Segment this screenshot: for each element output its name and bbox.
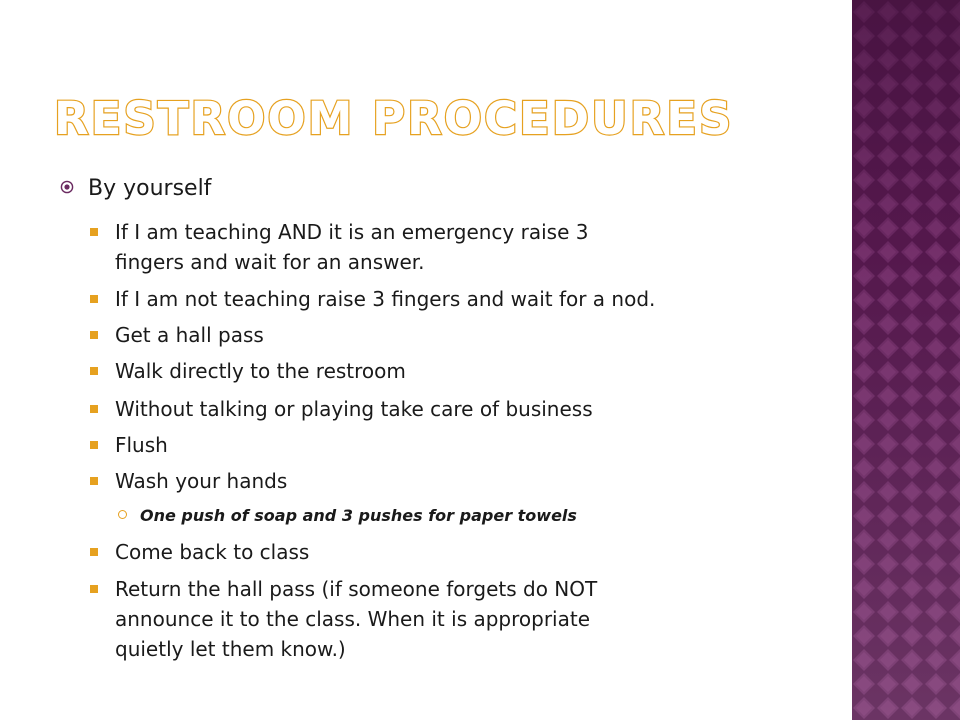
heading-text: By yourself — [88, 176, 212, 201]
step-text: Get a hall pass — [115, 323, 264, 347]
slide-title: RESTROOM PROCEDURES — [54, 92, 734, 145]
step-text: Return the hall pass (if someone forgets do NOT — [115, 577, 598, 601]
step-text: quietly let them know.) — [115, 637, 346, 661]
sub-note-text: One push of soap and 3 pushes for paper towels — [140, 506, 577, 525]
circled-dot-icon — [60, 180, 74, 194]
diamond-pattern — [852, 0, 960, 720]
square-bullet-icon — [90, 441, 98, 449]
decorative-side-panel — [852, 0, 960, 720]
square-bullet-icon — [90, 585, 98, 593]
square-bullet-icon — [90, 367, 98, 375]
square-bullet-icon — [90, 295, 98, 303]
step-text: Walk directly to the restroom — [115, 359, 406, 383]
step-text: Come back to class — [115, 540, 310, 564]
step-text: If I am teaching AND it is an emergency raise 3 — [115, 220, 589, 244]
step-text: announce it to the class. When it is appropriate — [115, 607, 591, 631]
step-text: If I am not teaching raise 3 fingers and wait for a nod. — [115, 287, 656, 311]
square-bullet-icon — [90, 228, 98, 236]
square-bullet-icon — [90, 405, 98, 413]
hollow-circle-icon — [118, 510, 127, 519]
step-text: Without talking or playing take care of business — [115, 397, 593, 421]
step-text: fingers and wait for an answer. — [115, 250, 425, 274]
square-bullet-icon — [90, 548, 98, 556]
square-bullet-icon — [90, 477, 98, 485]
square-bullet-icon — [90, 331, 98, 339]
step-text: Wash your hands — [115, 469, 288, 493]
step-text: Flush — [115, 433, 168, 457]
